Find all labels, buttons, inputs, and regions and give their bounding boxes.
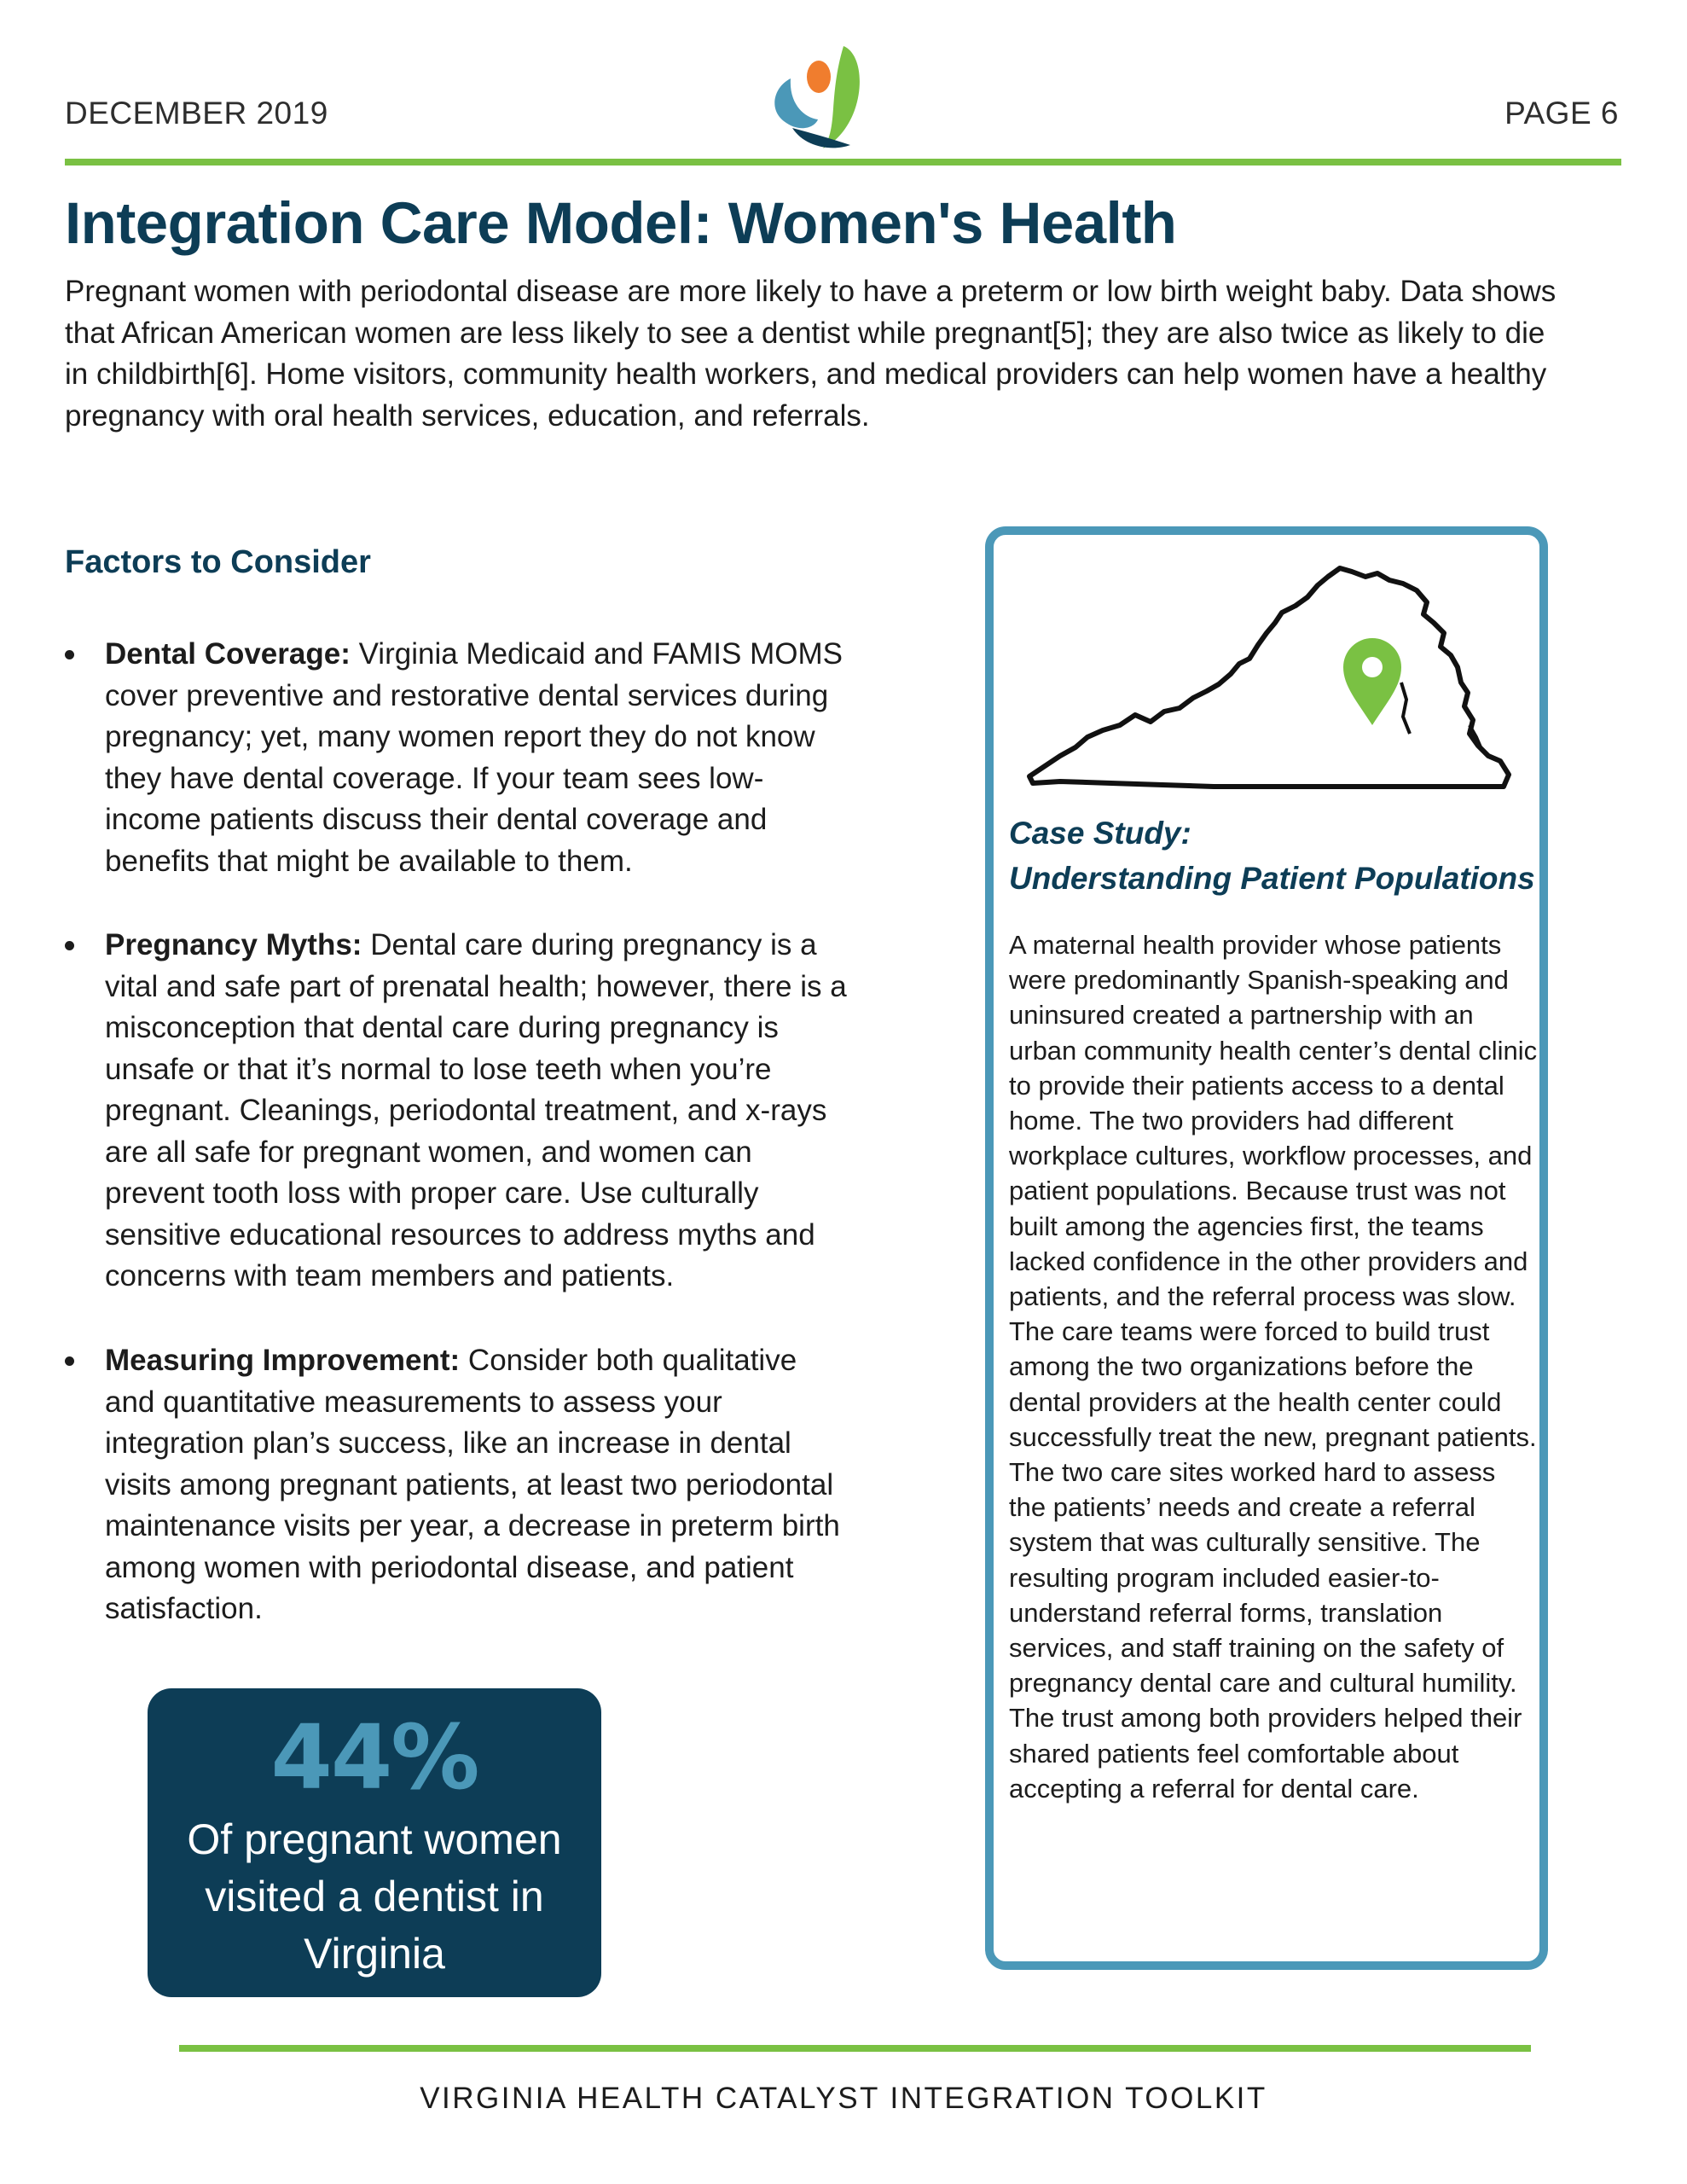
footer-text: VIRGINIA HEALTH CATALYST INTEGRATION TOOLKIT	[420, 2082, 1267, 2115]
bottom-divider	[179, 2045, 1531, 2052]
bullet-icon	[65, 941, 74, 950]
factor-text: Consider both qualitative and quantitative measurements to assess your integration plan’s success, like an increase in dental visits among pregnant patients, at least two periodontal maintenance visits per year, a decrease in preterm birth among women with periodontal disease, and patient satisfaction.	[105, 1344, 840, 1625]
bullet-icon	[65, 1356, 74, 1366]
factor-item-dental-coverage	[65, 634, 849, 882]
header-page-number: PAGE 6	[1504, 96, 1619, 131]
case-study-title	[1009, 810, 1535, 901]
location-pin-icon	[1343, 638, 1401, 725]
organization-logo	[762, 44, 881, 150]
case-study-title-line2: Understanding Patient Populations	[1009, 861, 1535, 896]
factor-item-pregnancy-myths	[65, 925, 849, 1298]
factor-text: Dental care during pregnancy is a vital and safe part of prenatal health; however, there is a misconception that dental care during pregnancy is unsafe or that it’s normal to lose teeth when you’re pregnant. Cleanings, periodontal treatment, and x-rays are all safe for pregnant women, and women can prevent tooth loss with proper care. Use culturally sensitive educational resources to address myths and concerns with team members and patients.	[105, 928, 847, 1292]
bullet-icon	[65, 650, 74, 659]
stat-label: Of pregnant women visited a dentist in Virginia	[187, 1815, 562, 1978]
virginia-map-outline	[1026, 563, 1512, 793]
factor-label: Measuring Improvement:	[105, 1344, 461, 1377]
factors-heading: Factors to Consider	[65, 544, 371, 580]
stat-callout	[148, 1688, 601, 1997]
factor-item-measuring-improvement	[65, 1340, 849, 1630]
factor-text: Virginia Medicaid and FAMIS MOMS cover preventive and restorative dental services during pregnancy; yet, many women report they do not know they have dental coverage. If your team sees low-income patients discuss their dental coverage and benefits that might be available to them.	[105, 637, 843, 878]
page-title: Integration Care Model: Women's Health	[65, 190, 1177, 256]
factor-label: Pregnancy Myths:	[105, 928, 362, 961]
factor-label: Dental Coverage:	[105, 637, 351, 671]
top-divider	[65, 159, 1621, 166]
case-study-title-line1: Case Study:	[1009, 816, 1191, 851]
case-study-body: A maternal health provider whose patients were predominantly Spanish-speaking and uninsured created a partnership with an urban community health center’s dental clinic to provide their patients access to a dental home. The two providers had different workplace cultures, workflow processes, and patient populations. Because trust was not built among the agencies first, the teams lacked confidence in the other providers and patients, and the referral process was slow. The care teams were forced to build trust among the two organizations before the dental providers at the health center could successfully treat the new, pregnant patients. The two care sites worked hard to assess the patients’ needs and create a referral system that was culturally sensitive. The resulting program included easier-to-understand referral forms, translation services, and staff training on the safety of pregnancy dental care and cultural humility. The trust among both providers helped their shared patients feel comfortable about accepting a referral for dental care.	[1009, 930, 1538, 1804]
stat-value: 44%	[270, 1705, 478, 1809]
intro-paragraph: Pregnant women with periodontal disease are more likely to have a preterm or low birth weight baby. Data shows that African American women are less likely to see a dentist while pregnant[5]; they are also twice as likely to die in childbirth[6]. Home visitors, community health workers, and medical providers can help women have a healthy pregnancy with oral health services, education, and referrals.	[65, 275, 1557, 433]
header-date: DECEMBER 2019	[65, 96, 328, 131]
